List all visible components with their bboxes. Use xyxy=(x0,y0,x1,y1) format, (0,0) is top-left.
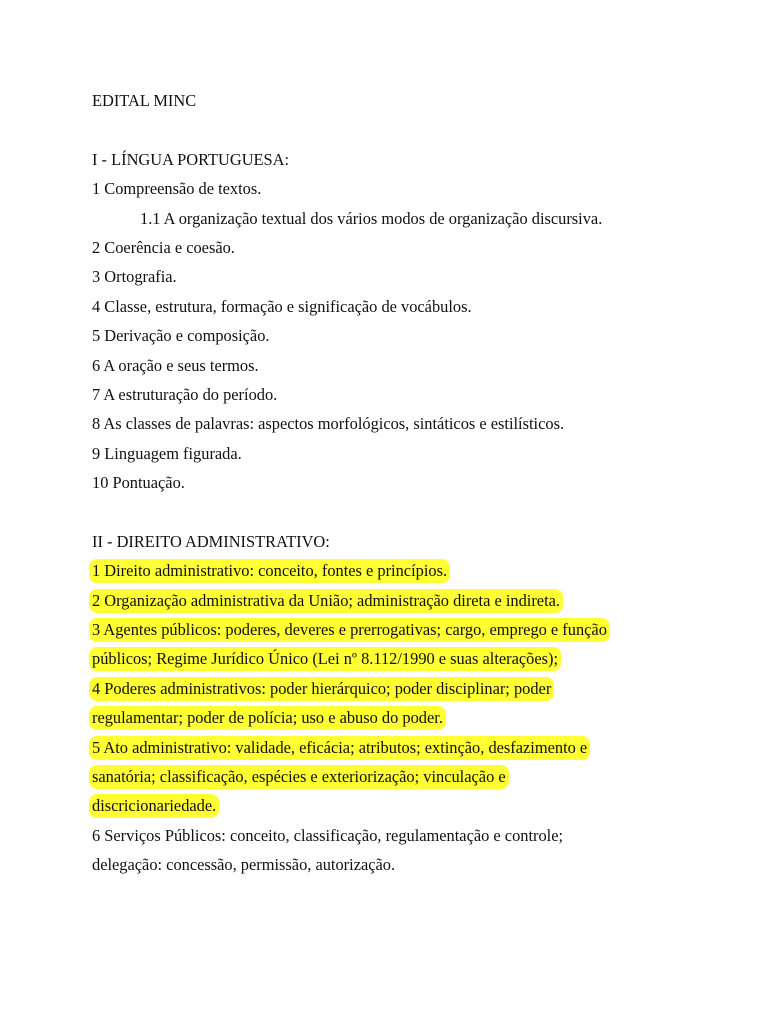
list-item-highlighted xyxy=(92,674,692,703)
list-item-highlighted xyxy=(92,556,692,585)
highlighted-text: 3 Agentes públicos: poderes, deveres e prerrogativas; cargo, emprego e função xyxy=(89,618,610,642)
document-body xyxy=(92,86,692,880)
highlighted-text: 4 Poderes administrativos: poder hierárquico; poder disciplinar; poder xyxy=(89,677,554,701)
list-item-highlighted xyxy=(92,586,692,615)
highlighted-text: 1 Direito administrativo: conceito, fontes e princípios. xyxy=(89,559,450,583)
highlighted-text: regulamentar; poder de polícia; uso e abuso do poder. xyxy=(89,706,446,730)
list-item-highlighted xyxy=(92,644,692,673)
highlighted-text: 2 Organização administrativa da União; administração direta e indireta. xyxy=(89,589,563,613)
blank-line xyxy=(92,497,692,526)
list-item: 10 Pontuação. xyxy=(92,473,185,493)
list-subitem: 1.1 A organização textual dos vários modos de organização discursiva. xyxy=(140,208,603,228)
section-heading-direito-administrativo: II - DIREITO ADMINISTRATIVO: xyxy=(92,531,330,551)
list-item: 6 A oração e seus termos. xyxy=(92,355,259,375)
highlighted-text: 5 Ato administrativo: validade, eficácia; atributos; extinção, desfazimento e xyxy=(89,736,590,760)
list-item: 1 Compreensão de textos. xyxy=(92,179,262,199)
list-item: delegação: concessão, permissão, autorização. xyxy=(92,855,396,875)
blank-line xyxy=(92,115,692,144)
list-item: 7 A estruturação do período. xyxy=(92,384,278,404)
list-item: 8 As classes de palavras: aspectos morfológicos, sintáticos e estilísticos. xyxy=(92,414,565,434)
highlighted-text: sanatória; classificação, espécies e exteriorização; vinculação e xyxy=(89,765,509,789)
list-item: 9 Linguagem figurada. xyxy=(92,443,242,463)
list-item: 3 Ortografia. xyxy=(92,267,177,287)
list-item: 6 Serviços Públicos: conceito, classificação, regulamentação e controle; xyxy=(92,825,564,845)
document-title: EDITAL MINC xyxy=(92,91,197,110)
list-item-highlighted xyxy=(92,615,692,644)
list-item: 5 Derivação e composição. xyxy=(92,326,270,346)
highlighted-text: públicos; Regime Jurídico Único (Lei nº 8.112/1990 e suas alterações); xyxy=(89,647,561,671)
list-item-highlighted xyxy=(92,733,692,762)
list-item: 4 Classe, estrutura, formação e significação de vocábulos. xyxy=(92,296,472,316)
highlighted-text: discricionariedade. xyxy=(89,794,219,818)
list-item-highlighted xyxy=(92,703,692,732)
list-item-highlighted xyxy=(92,762,692,791)
section-heading-lingua-portuguesa: I - LÍNGUA PORTUGUESA: xyxy=(92,149,290,169)
list-item: 2 Coerência e coesão. xyxy=(92,237,235,257)
list-item-highlighted xyxy=(92,791,692,820)
